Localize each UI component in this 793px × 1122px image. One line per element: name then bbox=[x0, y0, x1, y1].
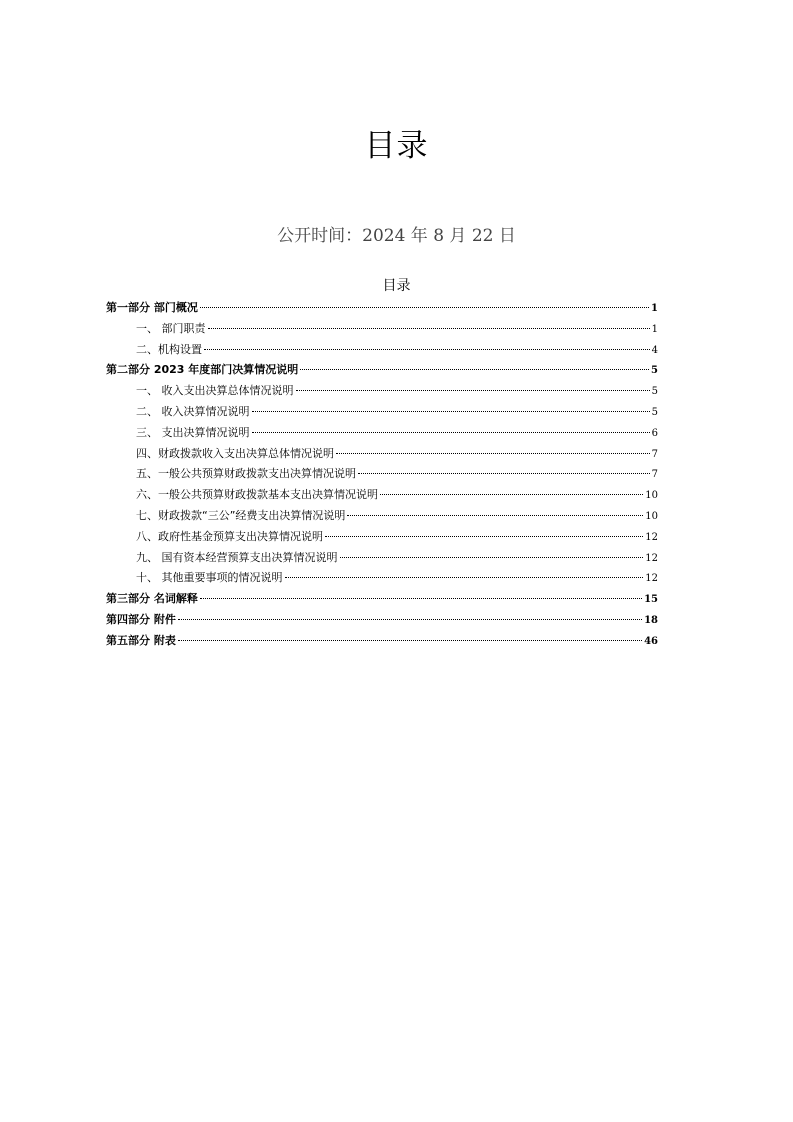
toc-entry-page-number: 7 bbox=[651, 448, 658, 460]
toc-dot-leader bbox=[252, 432, 650, 433]
toc-dot-leader bbox=[380, 494, 643, 495]
toc-entry[interactable] bbox=[106, 631, 658, 652]
toc-entry[interactable] bbox=[106, 298, 658, 319]
toc-entry-label: 第五部分 附表 bbox=[106, 633, 176, 647]
toc-entry-label: 八、政府性基金预算支出决算情况说明 bbox=[136, 529, 323, 543]
toc-entry-page-number: 10 bbox=[645, 490, 658, 502]
toc-entry-label: 二、机构设置 bbox=[136, 342, 202, 356]
toc-dot-leader bbox=[296, 390, 650, 391]
toc-entry[interactable] bbox=[106, 444, 658, 465]
toc-dot-leader bbox=[347, 515, 643, 516]
toc-entry-page-number: 15 bbox=[644, 594, 658, 606]
toc-entry[interactable] bbox=[106, 464, 658, 485]
toc-entry[interactable] bbox=[106, 527, 658, 548]
toc-dot-leader bbox=[178, 640, 642, 641]
toc-entry-label: 四、财政拨款收入支出决算总体情况说明 bbox=[136, 446, 334, 460]
toc-entry-label: 二、 收入决算情况说明 bbox=[136, 404, 250, 418]
toc-dot-leader bbox=[358, 473, 650, 474]
toc-dot-leader bbox=[178, 619, 642, 620]
toc-entry-label: 第三部分 名词解释 bbox=[106, 592, 198, 606]
toc-entry-label: 五、一般公共预算财政拨款支出决算情况说明 bbox=[136, 467, 356, 481]
toc-entry[interactable] bbox=[106, 485, 658, 506]
toc-entry[interactable] bbox=[106, 423, 658, 444]
toc-dot-leader bbox=[252, 411, 650, 412]
toc-entry-label: 一、 收入支出决算总体情况说明 bbox=[136, 384, 294, 398]
toc-entry-page-number: 12 bbox=[645, 531, 658, 543]
toc-entry-page-number: 4 bbox=[651, 344, 658, 356]
toc-entry-page-number: 1 bbox=[651, 323, 658, 335]
toc-entry-label: 六、一般公共预算财政拨款基本支出决算情况说明 bbox=[136, 488, 378, 502]
toc-entry-page-number: 5 bbox=[651, 365, 658, 377]
toc-dot-leader bbox=[208, 328, 650, 329]
toc-entry-label: 九、 国有资本经营预算支出决算情况说明 bbox=[136, 550, 338, 564]
table-of-contents bbox=[106, 298, 658, 652]
page-title: 目录 bbox=[364, 128, 429, 164]
toc-dot-leader bbox=[336, 453, 650, 454]
toc-entry-label: 三、 支出决算情况说明 bbox=[136, 425, 250, 439]
toc-entry-page-number: 10 bbox=[645, 510, 658, 522]
toc-entry[interactable] bbox=[106, 589, 658, 610]
toc-dot-leader bbox=[200, 307, 649, 308]
toc-entry-page-number: 18 bbox=[644, 614, 658, 626]
toc-entry[interactable] bbox=[106, 340, 658, 361]
toc-dot-leader bbox=[200, 598, 642, 599]
toc-entry[interactable] bbox=[106, 381, 658, 402]
toc-entry-label: 七、财政拨款“三公”经费支出决算情况说明 bbox=[136, 508, 346, 522]
toc-entry[interactable] bbox=[106, 568, 658, 589]
toc-entry-page-number: 5 bbox=[651, 406, 658, 418]
toc-entry-page-number: 1 bbox=[651, 303, 658, 314]
toc-entry-page-number: 6 bbox=[651, 427, 658, 439]
toc-entry[interactable] bbox=[106, 402, 658, 423]
toc-dot-leader bbox=[300, 369, 649, 370]
toc-dot-leader bbox=[285, 577, 644, 578]
toc-entry-page-number: 46 bbox=[644, 635, 658, 647]
toc-heading: 目录 bbox=[382, 278, 411, 294]
toc-entry-page-number: 7 bbox=[651, 469, 658, 481]
toc-dot-leader bbox=[204, 349, 650, 350]
toc-entry[interactable] bbox=[106, 360, 658, 381]
toc-entry[interactable] bbox=[106, 610, 658, 631]
toc-entry-label: 十、 其他重要事项的情况说明 bbox=[136, 571, 283, 585]
toc-entry-page-number: 5 bbox=[651, 386, 658, 398]
toc-entry-label: 第二部分 2023 年度部门决算情况说明 bbox=[106, 363, 299, 377]
toc-entry[interactable] bbox=[106, 548, 658, 569]
toc-entry-label: 第一部分 部门概况 bbox=[106, 301, 198, 314]
toc-entry[interactable] bbox=[106, 506, 658, 527]
toc-dot-leader bbox=[325, 536, 643, 537]
toc-entry-label: 一、 部门职责 bbox=[136, 321, 206, 335]
toc-entry-page-number: 12 bbox=[645, 573, 658, 585]
toc-dot-leader bbox=[340, 557, 644, 558]
toc-entry-label: 第四部分 附件 bbox=[106, 612, 176, 626]
toc-entry[interactable] bbox=[106, 319, 658, 340]
toc-entry-page-number: 12 bbox=[645, 552, 658, 564]
publish-date: 公开时间：2024 年 8 月 22 日 bbox=[277, 226, 516, 246]
